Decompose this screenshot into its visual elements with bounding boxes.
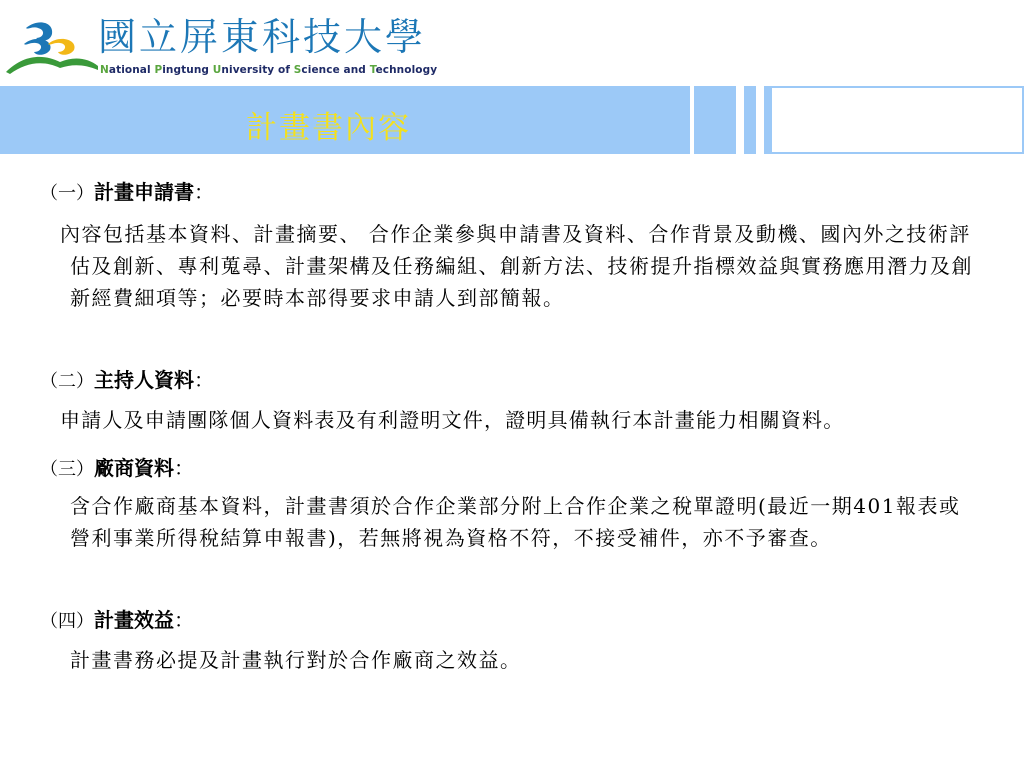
- section-colon: ：: [194, 368, 214, 392]
- section-body-1: 內容包括基本資料、計畫摘要、 合作企業參與申請書及資料、合作背景及動機、國內外之技術評估及創新、專利蒐尋、計畫架構及任務編組、創新方法、技術提升指標效益與實務應用潛力及創新經費細項等；必要時本部得要求申請人到部簡報。: [60, 222, 973, 310]
- university-name-en: [100, 64, 437, 76]
- section-colon: ：: [174, 608, 194, 632]
- section-title: 計畫申請書: [94, 180, 194, 204]
- section-body-4: 計畫書務必提及計畫執行對於合作廠商之效益。: [70, 648, 522, 672]
- university-name-en-word: ational: [108, 64, 155, 76]
- university-name-en-capital: N: [100, 64, 109, 76]
- section-number: （四）: [40, 611, 94, 632]
- section-colon: ：: [194, 180, 214, 204]
- slide-title: 計畫書內容: [246, 110, 411, 146]
- band-divider: [744, 86, 756, 154]
- university-name-en-word: cience and: [301, 64, 370, 76]
- section-colon: ：: [174, 456, 194, 480]
- band-box: [770, 88, 1022, 152]
- university-name-en-word: niversity of: [221, 64, 294, 76]
- university-name-en-capital: T: [369, 64, 376, 76]
- section-heading-2: [40, 364, 214, 393]
- section-number: （三）: [40, 459, 94, 480]
- npust-logo-icon: [4, 14, 98, 78]
- university-name-en-word: echnology: [375, 64, 438, 76]
- university-name-en-capital: P: [154, 64, 163, 76]
- university-name-en-word: ingtung: [162, 64, 213, 76]
- section-number: （一）: [40, 183, 94, 204]
- university-name-zh: 國立屏東科技大學: [98, 15, 427, 59]
- section-body-2: 申請人及申請團隊個人資料表及有利證明文件，證明具備執行本計畫能力相關資料。: [60, 408, 845, 432]
- section-body-3: 含合作廠商基本資料，計畫書須於合作企業部分附上合作企業之稅單證明(最近一期401報表或營利事業所得稅結算申報書)，若無將視為資格不符，不接受補件，亦不予審查。: [70, 494, 961, 550]
- section-title: 主持人資料: [94, 368, 194, 392]
- section-heading-3: [40, 452, 194, 481]
- section-heading-1: [40, 176, 214, 205]
- section-title: 廠商資料: [94, 456, 174, 480]
- university-name-en-capital: U: [212, 64, 222, 76]
- university-name-en-capital: S: [293, 64, 302, 76]
- band-divider: [690, 86, 694, 154]
- section-number: （二）: [40, 371, 94, 392]
- section-heading-4: [40, 604, 194, 633]
- university-header: [0, 0, 1024, 86]
- section-title: 計畫效益: [94, 608, 174, 632]
